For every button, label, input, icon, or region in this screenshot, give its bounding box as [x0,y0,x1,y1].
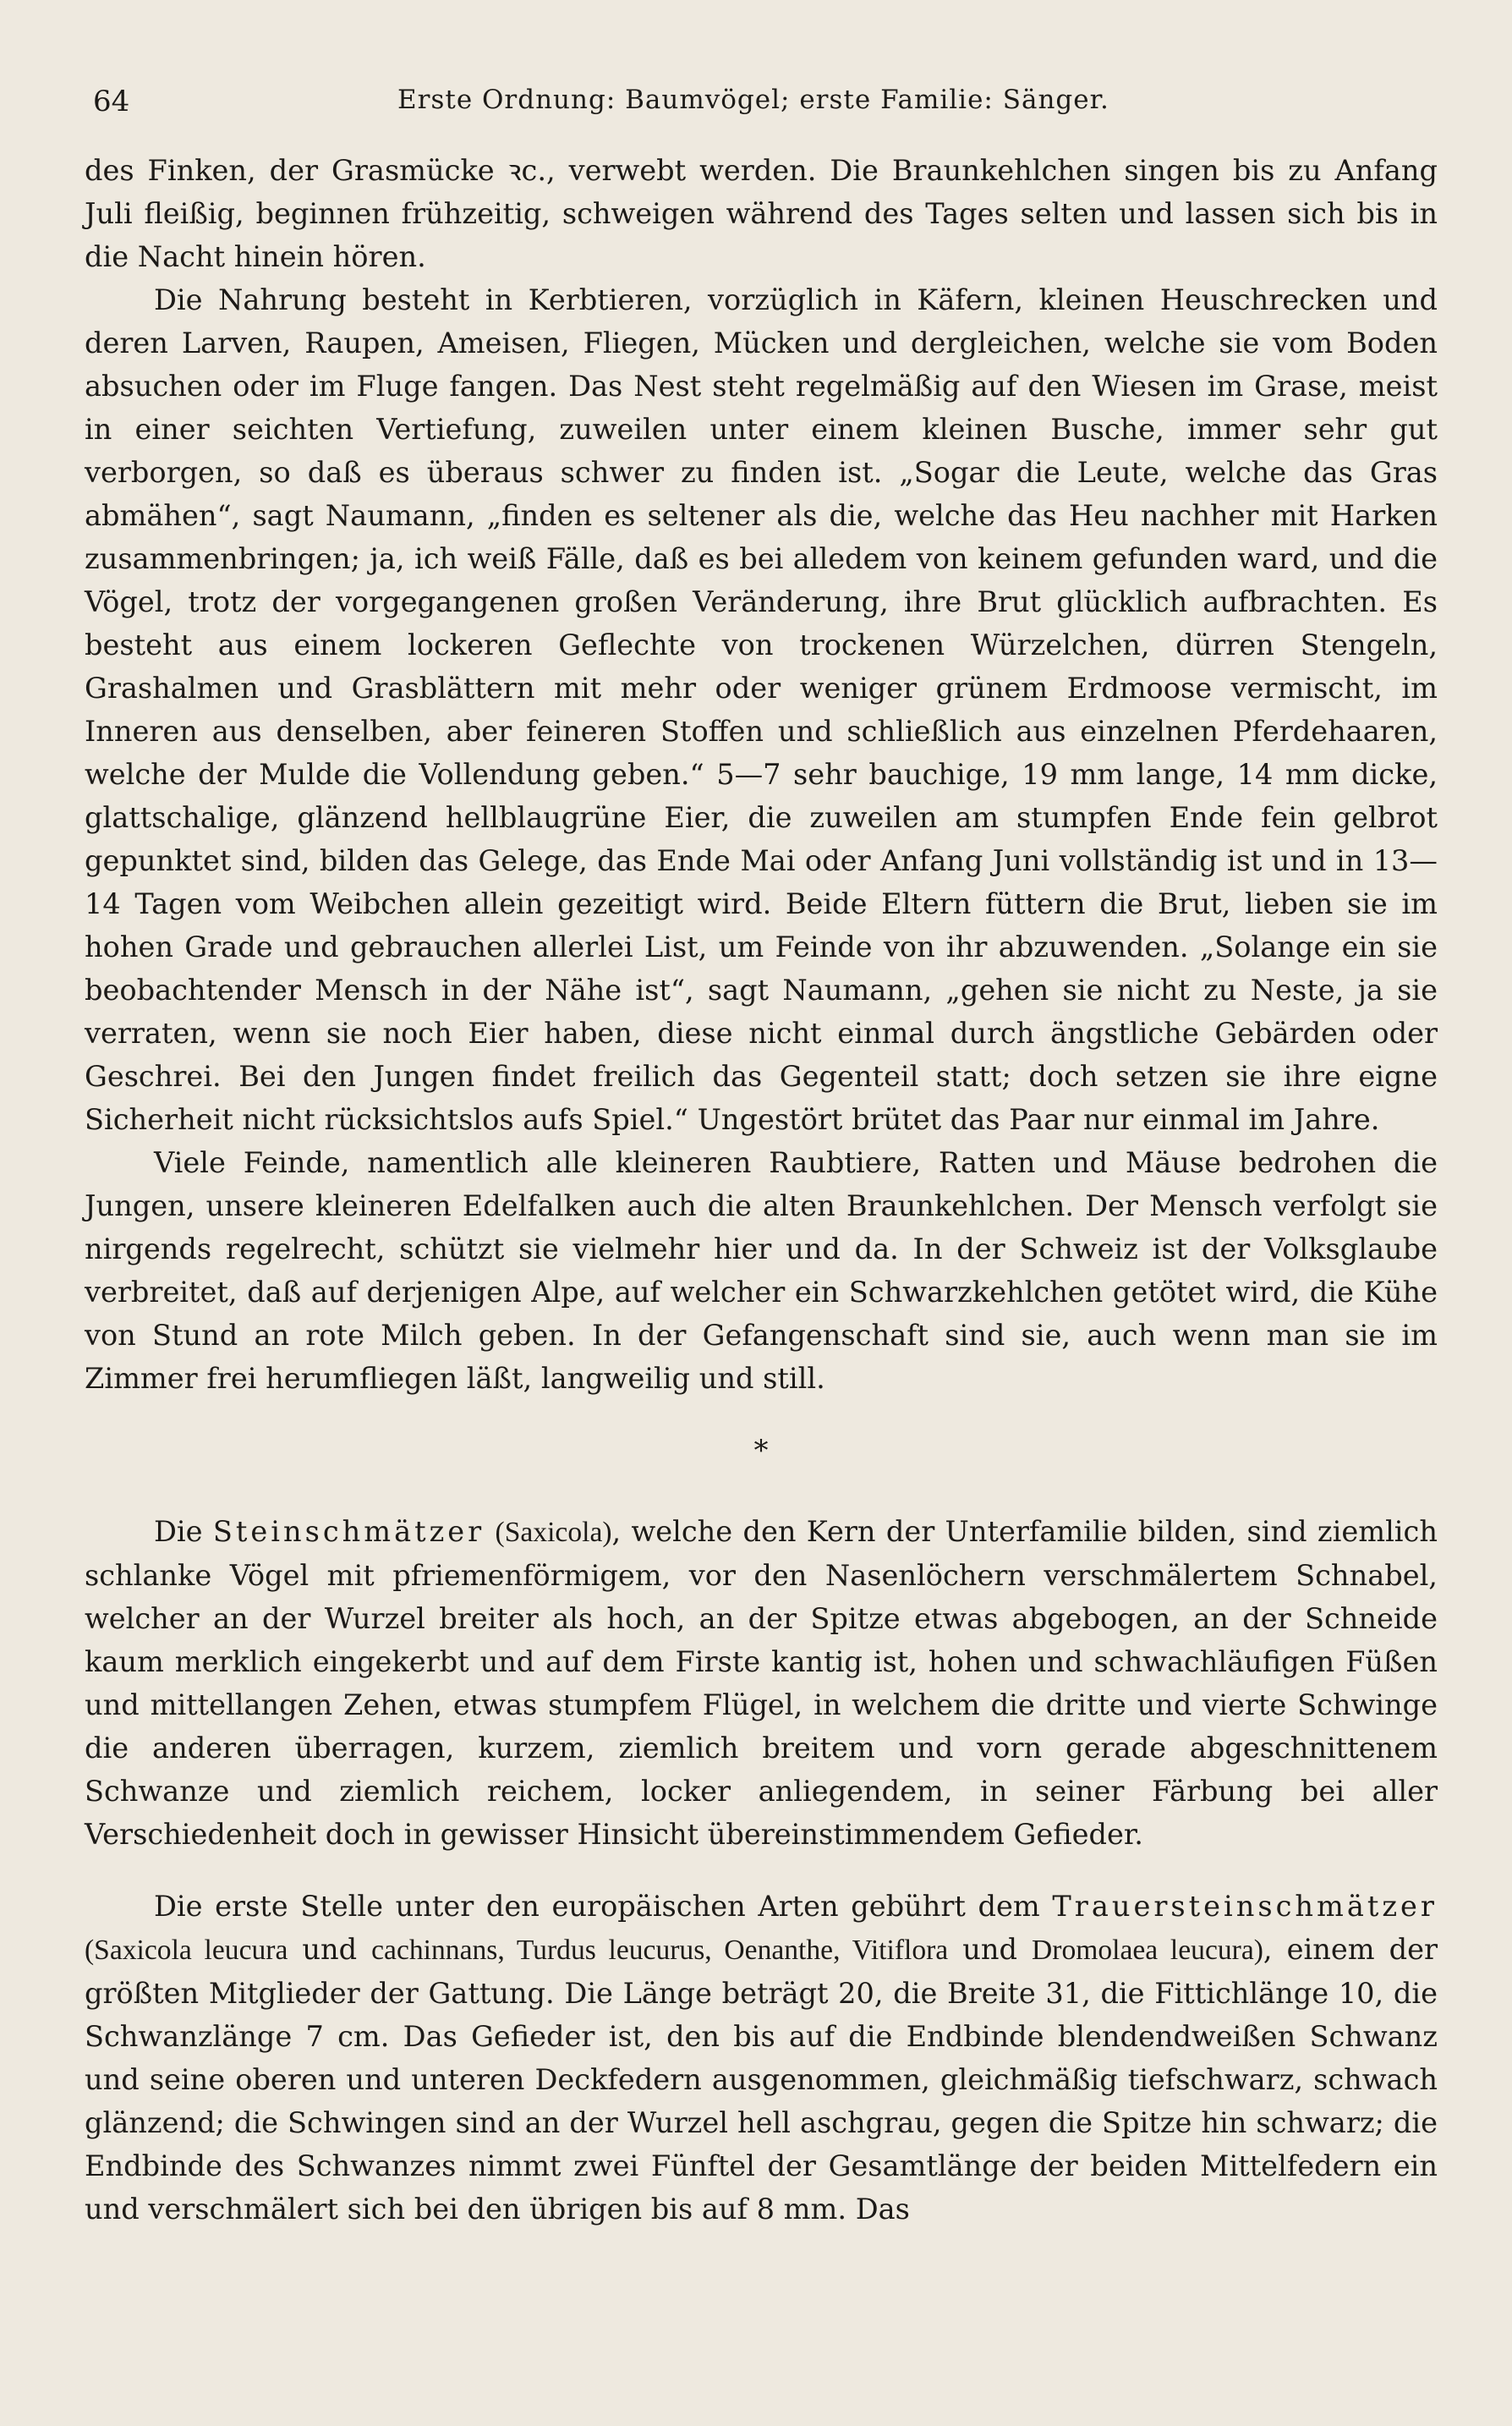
running-title: Erste Ordnung: Baumvögel; erste Familie: Sänger. [397,85,1109,115]
section-separator: * [753,1434,769,1468]
paragraph-text: , einem der größten Mitglieder der Gattung. Die Länge beträgt 20, die Breite 31, die Fittichlänge 10, die Schwanzlänge 7 cm. Das Gefieder ist, den bis auf die Endbinde blendendweißen Schwanz und seine oberen und unteren Deckfedern ausgenommen, gleichmäßig tiefschwarz, schwach glänzend; die Schwingen sind an der Wurzel hell aschgrau, gegen die Spitze hin schwarz; die Endbinde des Schwanzes nimmt zwei Fünftel der Gesamtlänge der beiden Mittelfedern ein und verschmälert sich bei den übrigen bis auf 8 mm. Das [85,1933,1438,2226]
conjunction-1: und [302,1933,358,1966]
paragraph-text: , welche den Kern der Unterfamilie bilden, sind ziemlich schlanke Vögel mit pfriemenförmigem, vor den Nasenlöchern verschmälertem Schnabel, welcher an der Wurzel breiter als hoch, an der Spitze etwas abgebogen, an der Schneide kaum merklich eingekerbt und auf dem Firste kantig ist, hohen und schwachläufigen Füßen und mittellangen Zehen, etwas stumpfem Flügel, in welchem die dritte und vierte Schwinge die anderen überragen, kurzem, ziemlich breitem und vorn gerade abgeschnittenem Schwanze und ziemlich reichem, locker anliegendem, in seiner Färbung bei aller Verschiedenheit doch in gewisser Hinsicht übereinstimmendem Gefieder. [85,1515,1438,1851]
latin-name-3: Dromolaea leucura) [1032,1935,1263,1966]
paragraph-feinde: Viele Feinde, namentlich alle kleineren Raubtiere, Ratten und Mäuse bedrohen die Jungen, unsere kleineren Edelfalken auch die alten Braunkehlchen. Der Mensch verfolgt sie nirgends regelrecht, schützt sie vielmehr hier und da. In der Schweiz ist der Volksglaube verbreitet, daß auf derjenigen Alpe, auf welcher ein Schwarzkehlchen getötet wird, die Kühe von Stund an rote Milch geben. In der Gefangenschaft sind sie, auch wenn man sie im Zimmer frei herumfliegen läßt, langweilig und still. [85,1146,1438,1395]
latin-name-1: (Saxicola leucura [85,1935,288,1966]
lead-word: Die [154,1515,203,1548]
latin-name: (Saxicola) [495,1517,612,1548]
latin-name-2: cachinnans, Turdus leucurus, Oenanthe, Vitiflora [371,1935,949,1966]
paragraph-trauersteinschmaetzer [85,1885,1438,2231]
conjunction-2: und [962,1933,1017,1966]
paragraph-gap [85,1856,1438,1885]
species-term: Trauersteinschmätzer [1052,1890,1438,1923]
paragraph-nahrung: Die Nahrung besteht in Kerbtieren, vorzüglich in Käfern, kleinen Heuschrecken und deren Larven, Raupen, Ameisen, Fliegen, Mücken und dergleichen, welche sie vom Boden absuchen oder im Fluge fangen. Das Nest steht regelmäßig auf den Wiesen im Grase, meist in einer seichten Vertiefung, zuweilen unter einem kleinen Busche, immer sehr gut verborgen, so daß es überaus schwer zu finden ist. „Sogar die Leute, welche das Gras abmähen“, sagt Naumann, „finden es seltener als die, welche das Heu nachher mit Harken zusammenbringen; ja, ich weiß Fälle, daß es bei alledem von keinem gefunden ward, und die Vögel, trotz der vorgegangenen großen Veränderung, ihre Brut glücklich aufbrachten. Es besteht aus einem lockeren Geflechte von trockenen Würzelchen, dürren Stengeln, Grashalmen und Grasblättern mit mehr oder weniger grünem Erdmoose vermischt, im Inneren aus denselben, aber feineren Stoffen und schließlich aus einzelnen Pferdehaaren, welche der Mulde die Vollendung geben.“ 5—7 sehr bauchige, 19 mm lange, 14 mm dicke, glattschalige, glänzend hellblaugrüne Eier, die zuweilen am stumpfen Ende fein gelbrot gepunktet sind, bilden das Gelege, das Ende Mai oder Anfang Juni vollständig ist und in 13—14 Tagen vom Weibchen allein gezeitigt wird. Beide Eltern füttern die Brut, lieben sie im hohen Grade und gebrauchen allerlei List, um Feinde von ihr abzuwenden. „Solange ein sie beobachtender Mensch in der Nähe ist“, sagt Naumann, „gehen sie nicht zu Neste, ja sie verraten, wenn sie noch Eier haben, diese nicht einmal durch ängstliche Gebärden oder Geschrei. Bei den Jungen findet freilich das Gegenteil statt; doch setzen sie ihre eigne Sicherheit nicht rücksichtslos aufs Spiel.“ Ungestört brütet das Paar nur einmal im Jahre. [85,283,1438,1136]
page-header [93,85,1421,135]
paragraph-steinschmaetzer [85,1510,1438,1856]
page-body [85,149,1438,2231]
lead-text: Die erste Stelle unter den europäischen Arten gebührt dem [154,1890,1040,1923]
paragraph-continuation: des Finken, der Grasmücke ꝛc., verwebt werden. Die Braunkehlchen singen bis zu Anfang Juli fleißig, beginnen frühzeitig, schweigen während des Tages selten und lassen sich bis in die Nacht hinein hören. [85,154,1438,273]
genus-term: Steinschmätzer [212,1515,485,1548]
page-number: 64 [93,85,130,118]
